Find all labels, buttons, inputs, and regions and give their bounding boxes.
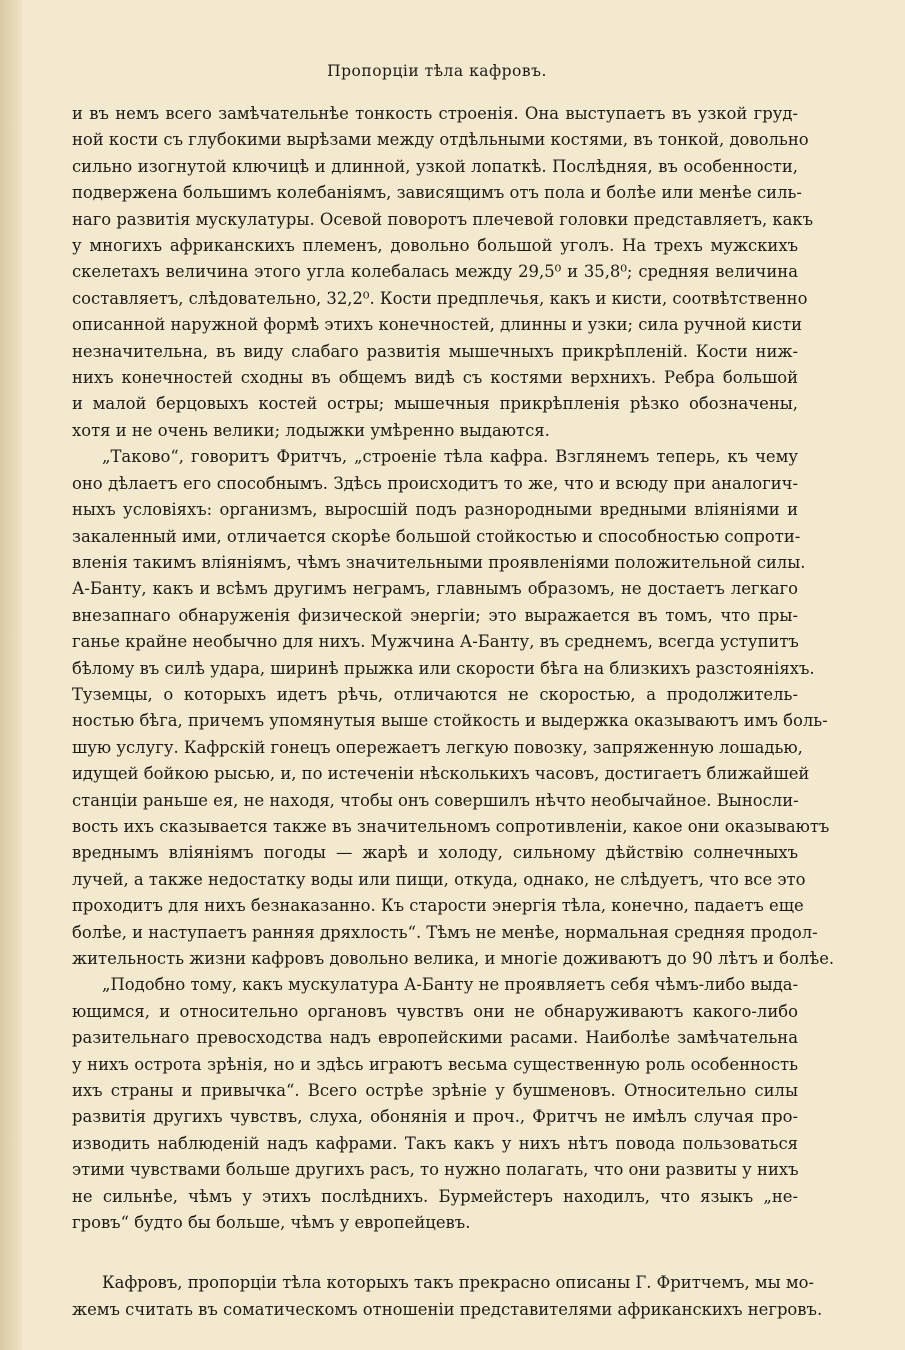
text-line: скелетахъ величина этого угла колебалась между 29,5⁰ и 35,8⁰; средняя величина bbox=[72, 262, 798, 282]
text-line: идущей бойкою рысью, и, по истеченіи нѣсколькихъ часовъ, достигаетъ ближайшей bbox=[72, 764, 810, 784]
text-line: вость ихъ сказывается также въ значительномъ сопротивленіи, какое они оказываютъ bbox=[72, 816, 830, 836]
text-line: незначительна, въ виду слабаго развитія мышечныхъ прикрѣпленій. Кости ниж- bbox=[72, 341, 798, 361]
text-line: Кафровъ, пропорціи тѣла которыхъ такъ прекрасно описаны Г. Фритчемъ, мы мо- bbox=[102, 1273, 815, 1293]
book-page bbox=[72, 0, 835, 1350]
text-line: и въ немъ всего замѣчательнѣе тонкость строенія. Она выступаетъ въ узкой груд- bbox=[72, 104, 798, 123]
text-line: нихъ конечностей сходны въ общемъ видѣ съ костями верхнихъ. Ребра большой bbox=[72, 368, 798, 388]
text-line: описанной наружной формѣ этихъ конечностей, длинны и узки; сила ручной кисти bbox=[72, 315, 802, 335]
text-line: ганье крайне необычно для нихъ. Мужчина А-Банту, въ среднемъ, всегда уступитъ bbox=[72, 632, 799, 652]
text-line: станціи раньше ея, не находя, чтобы онъ совершилъ нѣчто необычайное. Выносли- bbox=[72, 790, 799, 810]
text-line: у нихъ острота зрѣнія, но и здѣсь играютъ весьма существенную роль особенность bbox=[72, 1054, 798, 1074]
text-line: А-Банту, какъ и всѣмъ другимъ неграмъ, главнымъ образомъ, не достаетъ легкаго bbox=[72, 579, 798, 599]
paragraph bbox=[72, 101, 814, 444]
text-line: жительность жизни кафровъ довольно велика, и многіе доживаютъ до 90 лѣтъ и болѣе. bbox=[72, 949, 835, 968]
paragraph bbox=[72, 444, 835, 972]
text-line: внезапнаго обнаруженія физической энергіи; это выражается въ томъ, что пры- bbox=[72, 605, 798, 625]
text-line: болѣе, и наступаетъ ранняя дряхлость“. Тѣмъ не менѣе, нормальная средняя продол- bbox=[72, 922, 818, 942]
text-line: жемъ считать въ соматическомъ отношеніи представителями африканскихъ негровъ. bbox=[72, 1299, 823, 1319]
text-line: составляетъ, слѣдовательно, 32,2⁰. Кости предплечья, какъ и кисти, соотвѣтственно bbox=[72, 288, 808, 308]
text-line: шую услугу. Кафрскій гонецъ опережаетъ легкую повозку, запряженную лошадью, bbox=[72, 737, 803, 757]
text-line: и малой берцовыхъ костей остры; мышечныя прикрѣпленія рѣзко обозначены, bbox=[72, 394, 798, 414]
text-line: хотя и не очень велики; лодыжки умѣренно выдаются. bbox=[72, 420, 550, 440]
text-line: у многихъ африканскихъ племенъ, довольно большой уголъ. На трехъ мужскихъ bbox=[72, 236, 798, 256]
text-line: этими чувствами больше другихъ расъ, то нужно полагать, что они развиты у нихъ bbox=[72, 1160, 799, 1180]
text-line: лучей, а также недостатку воды или пищи, откуда, однако, не слѣдуетъ, что все это bbox=[72, 869, 806, 889]
text-line: сильно изогнутой ключицѣ и длинной, узкой лопаткѣ. Послѣдняя, въ особенности, bbox=[72, 156, 798, 176]
text-line: ющимся, и относительно органовъ чувствъ они не обнаруживаютъ какого-либо bbox=[72, 1001, 798, 1021]
text-line: Туземцы, о которыхъ идетъ рѣчь, отличаются не скоростью, а продолжитель- bbox=[72, 684, 798, 704]
page-gutter bbox=[0, 0, 22, 1350]
text-line: подвержена большимъ колебаніямъ, зависящимъ отъ пола и болѣе или менѣе силь- bbox=[72, 183, 802, 203]
paragraph bbox=[72, 1270, 823, 1323]
text-line: ностью бѣга, причемъ упомянутыя выше стойкость и выдержка оказываютъ имъ боль- bbox=[72, 711, 828, 731]
text-line: ихъ страны и привычка“. Всего острѣе зрѣніе у бушменовъ. Относительно силы bbox=[72, 1081, 798, 1101]
text-line: гровъ“ будто бы больше, чѣмъ у европейцевъ. bbox=[72, 1213, 471, 1233]
text-line: проходитъ для нихъ безнаказанно. Къ старости энергія тѣла, конечно, падаетъ еще bbox=[72, 896, 804, 916]
running-head: Пропорціи тѣла кафровъ. bbox=[327, 62, 547, 80]
text-line: вреднымъ вліяніямъ погоды — жарѣ и холоду, сильному дѣйствію солнечныхъ bbox=[72, 843, 798, 863]
text-line: развитія другихъ чувствъ, слуха, обонянія и проч., Фритчъ не имѣлъ случая про- bbox=[72, 1107, 798, 1127]
text-line: наго развитія мускулатуры. Осевой поворотъ плечевой головки представляетъ, какъ bbox=[72, 209, 814, 229]
text-line: не сильнѣе, чѣмъ у этихъ послѣднихъ. Бурмейстеръ находилъ, что языкъ „не- bbox=[72, 1186, 798, 1206]
paragraph bbox=[72, 972, 798, 1236]
body-text bbox=[72, 101, 835, 1323]
text-line: оно дѣлаетъ его способнымъ. Здѣсь происходитъ то же, что и всюду при аналогич- bbox=[72, 473, 798, 493]
text-line: вленія такимъ вліяніямъ, чѣмъ значительными проявленіями положительной силы. bbox=[72, 552, 806, 572]
text-line: ной кости съ глубокими вырѣзами между отдѣльными костями, въ тонкой, довольно bbox=[72, 130, 809, 150]
text-line: изводить наблюденій надъ кафрами. Такъ какъ у нихъ нѣтъ повода пользоваться bbox=[72, 1133, 798, 1153]
text-line: закаленный ими, отличается скорѣе большой стойкостью и способностью сопроти- bbox=[72, 526, 801, 546]
section-gap bbox=[72, 1236, 798, 1270]
text-line: „Подобно тому, какъ мускулатура А-Банту не проявляетъ себя чѣмъ-либо выда- bbox=[102, 975, 799, 995]
text-line: бѣлому въ силѣ удара, ширинѣ прыжка или скорости бѣга на близкихъ разстояніяхъ. bbox=[72, 658, 815, 678]
text-line: ныхъ условіяхъ: организмъ, выросшій подъ разнородными вредными вліяніями и bbox=[72, 500, 798, 520]
text-line: „Таково“, говоритъ Фритчъ, „строеніе тѣла кафра. Взглянемъ теперь, къ чему bbox=[102, 447, 798, 467]
text-line: разительнаго превосходства надъ европейскими расами. Наиболѣе замѣчательна bbox=[72, 1028, 798, 1048]
